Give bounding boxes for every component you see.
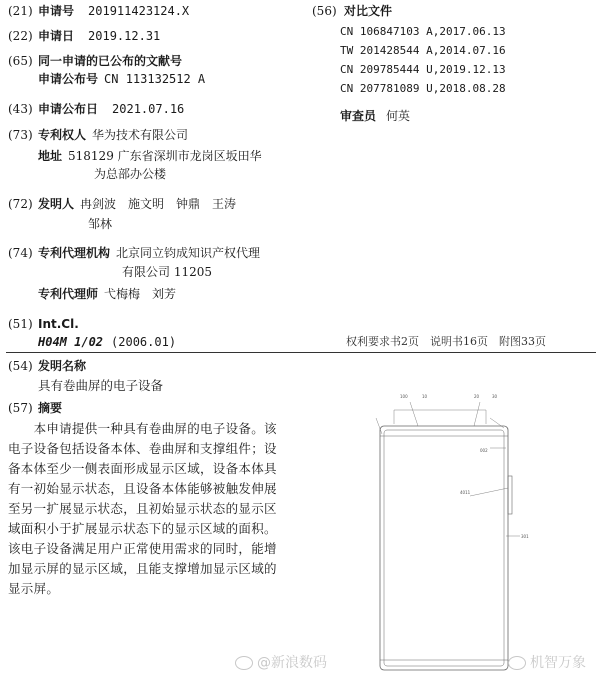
- publication-number: CN 113132512 A: [104, 72, 206, 86]
- application-number-row: [8, 3, 189, 19]
- inid-code: (73): [8, 128, 33, 142]
- field-label: 同一申请的已公布的文献号: [38, 54, 183, 68]
- citations-heading: [312, 3, 392, 19]
- inid-code: (56): [312, 4, 337, 18]
- address-line-1: 518129 广东省深圳市龙岗区坂田华: [68, 149, 262, 163]
- abstract-line: 该电子设备满足用户正常使用需求的同时，能增: [8, 541, 277, 556]
- address-row: [38, 148, 262, 164]
- agency-row: [8, 245, 260, 261]
- citation-item: CN 207781089 U,2018.08.28: [340, 82, 506, 95]
- field-label: 申请公布号: [38, 72, 99, 86]
- classification-code: H04M 1/02: [38, 335, 104, 349]
- field-label: 专利代理机构: [38, 246, 111, 260]
- abstract-line: 备本体至少一侧表面形成显示区域，设备本体具: [8, 461, 277, 476]
- figure-label: 20: [474, 394, 480, 399]
- examiner-name: 何英: [386, 109, 411, 123]
- inid-code: (43): [8, 102, 33, 116]
- weibo-logo-icon: [235, 656, 253, 670]
- screen-outline: [384, 430, 504, 666]
- inid-code: (57): [8, 401, 33, 415]
- application-date-row: [8, 28, 160, 44]
- inventors-row: [8, 196, 236, 212]
- inventors-line-2: 邹林: [88, 217, 113, 231]
- abstract-line: 显示屏。: [8, 581, 60, 596]
- abstract-line: 本申请提供一种具有卷曲屏的电子设备。该: [8, 421, 277, 436]
- title-label: 发明名称: [38, 359, 87, 373]
- abstract-line: 域面积小于扩展显示状态下的显示区域的面积。: [8, 521, 277, 536]
- section-divider: [6, 352, 596, 353]
- address-line-2: 为总部办公楼: [94, 167, 167, 181]
- abstract-label: 摘要: [38, 401, 63, 415]
- figure-label: 002: [480, 448, 488, 453]
- figure-label: 10: [422, 394, 428, 399]
- abstract-line: 加显示屏的显示区域，且能支撑增加显示区域的: [8, 561, 277, 576]
- publication-date-row: [8, 101, 184, 117]
- field-label: 专利代理师: [38, 287, 99, 301]
- inid-code: (72): [8, 197, 33, 211]
- abstract-line: 电子设备包括设备本体、卷曲屏和支撑组件；设: [8, 441, 277, 456]
- field-label: 申请公布日: [38, 102, 99, 116]
- abstract-heading: [8, 400, 62, 416]
- citations-label: 对比文件: [344, 4, 393, 18]
- abstract-line: 至另一扩展显示状态，且初始显示状态的显示区: [8, 501, 277, 516]
- citation-item: CN 209785444 U,2019.12.13: [340, 63, 506, 76]
- examiner-row: [340, 108, 410, 124]
- device-outline: [380, 426, 508, 670]
- inid-code: (22): [8, 29, 33, 43]
- field-label: 地址: [38, 149, 63, 163]
- patent-figure: [370, 388, 550, 673]
- agency-line-1: 北京同立钧成知识产权代理: [116, 246, 261, 260]
- watermark-author: [508, 652, 586, 672]
- classification-date: (2006.01): [111, 335, 177, 349]
- weibo-logo-icon: [508, 656, 526, 670]
- field-label: Int.Cl.: [38, 317, 79, 331]
- field-label: 申请日: [38, 29, 75, 43]
- agency-line-2: 有限公司 11205: [122, 265, 212, 279]
- agent-names: 弋梅梅 刘芳: [104, 287, 177, 301]
- same-application-row: [8, 53, 182, 69]
- figure-label: 30: [492, 394, 498, 399]
- inid-code: (21): [8, 4, 33, 18]
- agent-row: [38, 286, 176, 302]
- inventors-line-1: 冉剑波 施文明 钟鼎 王涛: [80, 197, 237, 211]
- intcl-class-row: [38, 334, 176, 350]
- figure-label: 4011: [460, 490, 471, 495]
- title-heading: [8, 358, 86, 374]
- publication-date: 2021.07.16: [112, 102, 185, 116]
- intcl-row: [8, 316, 79, 332]
- page-counts: 权利要求书2页 说明书16页 附图33页: [346, 335, 546, 348]
- citation-item: CN 106847103 A,2017.06.13: [340, 25, 506, 38]
- abstract-line: 有一初始显示状态，且设备本体能够被触发伸展: [8, 481, 277, 496]
- field-label: 专利权人: [38, 128, 87, 142]
- figure-label: 100: [400, 394, 408, 399]
- inid-code: (74): [8, 246, 33, 260]
- invention-title: 具有卷曲屏的电子设备: [38, 378, 164, 393]
- citation-item: TW 201428544 A,2014.07.16: [340, 44, 506, 57]
- examiner-label: 审查员: [340, 109, 377, 123]
- field-label: 发明人: [38, 197, 75, 211]
- application-number: 201911423124.X: [88, 4, 190, 18]
- patentee-name: 华为技术有限公司: [92, 128, 189, 142]
- inid-code: (65): [8, 54, 33, 68]
- publication-number-row: [38, 71, 205, 87]
- patentee-row: [8, 127, 188, 143]
- watermark-sina: [235, 652, 327, 672]
- figure-label: 301: [521, 534, 529, 539]
- inid-code: (54): [8, 359, 33, 373]
- watermark-text: @新浪数码: [257, 655, 327, 671]
- watermark-text: 机智万象: [530, 655, 586, 671]
- side-button: [508, 476, 512, 514]
- field-label: 申请号: [38, 4, 75, 18]
- inid-code: (51): [8, 317, 33, 331]
- application-date: 2019.12.31: [88, 29, 161, 43]
